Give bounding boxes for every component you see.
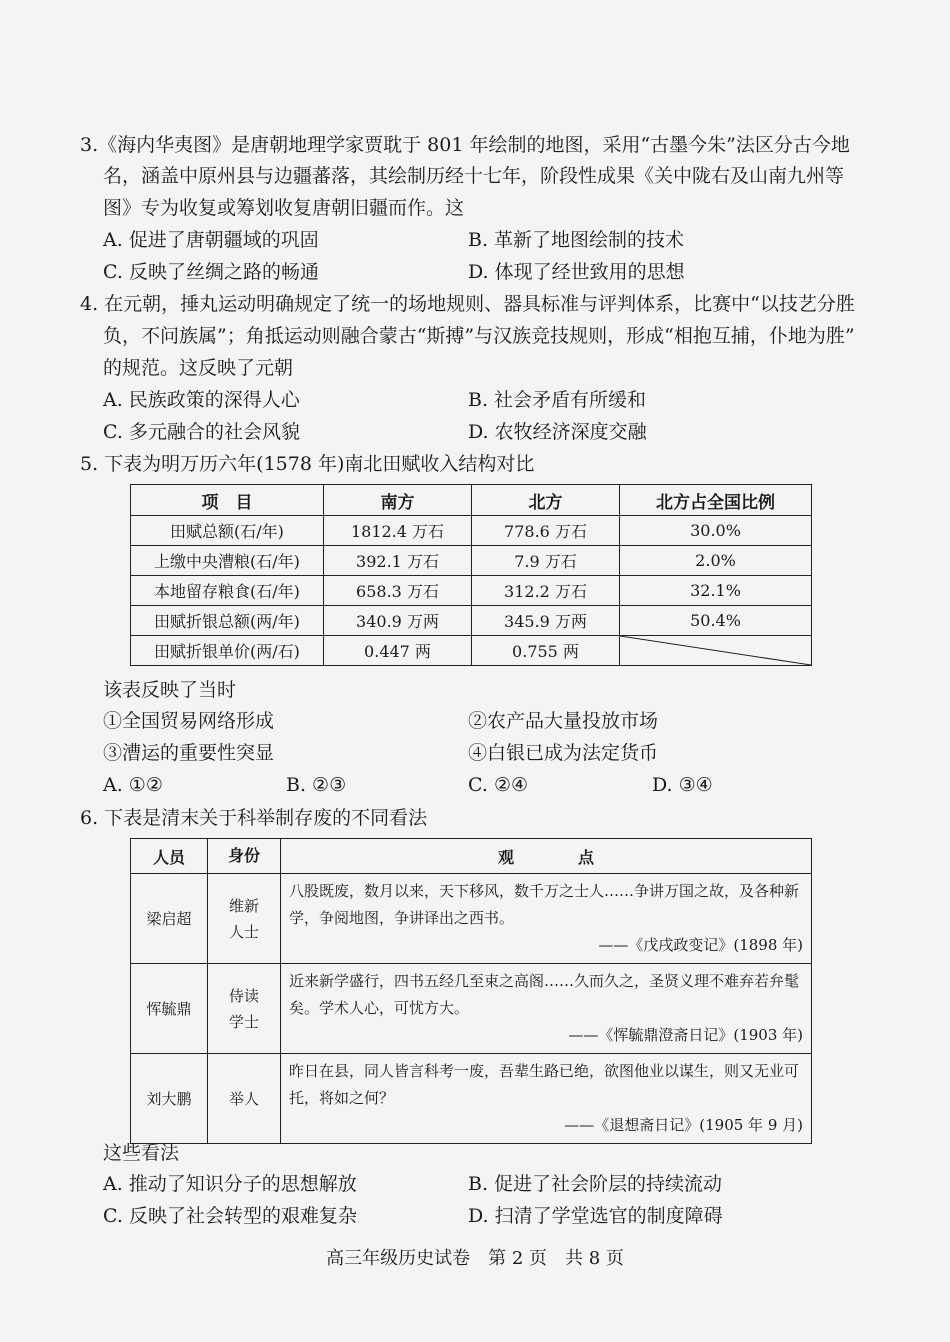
role-line: 侍读 <box>228 986 259 1005</box>
table-row <box>131 546 812 576</box>
table-cell: 50.4% <box>620 606 812 636</box>
table-row <box>131 576 812 606</box>
q3-line1: 3.《海内华夷图》是唐朝地理学家贾耽于 801 年绘制的地图，采用“古墨今朱”法区分古今地 <box>80 134 850 156</box>
diagonal-line <box>620 636 811 665</box>
q5-stem: 5. 下表为明万历六年(1578 年)南北田赋收入结构对比 <box>80 453 535 475</box>
q5-statement-3: ③漕运的重要性突显 <box>103 742 275 764</box>
viewpoint-source: ——《戊戌政变记》(1898 年) <box>598 936 803 954</box>
q4-option-d: D. 农牧经济深度交融 <box>468 421 647 443</box>
table-cell: 本地留存粮食(石/年) <box>131 576 324 606</box>
q5-statement-1: ①全国贸易网络形成 <box>103 710 275 732</box>
table-cell: 778.6 万石 <box>472 516 620 546</box>
q5-option-b: B. ②③ <box>286 774 347 796</box>
q5-statement-2: ②农产品大量投放市场 <box>468 710 659 732</box>
table-cell: 0.447 两 <box>324 636 472 666</box>
q3-line2: 名，涵盖中原州县与边疆蕃落，其绘制历经十七年，阶段性成果《关中陇右及山南九州等 <box>103 165 845 187</box>
table-cell: 30.0% <box>620 516 812 546</box>
q6-option-b: B. 促进了社会阶层的持续流动 <box>468 1173 723 1195</box>
viewpoint-cell <box>281 964 812 1054</box>
q5-after: 该表反映了当时 <box>103 679 237 701</box>
table-header-row <box>131 485 812 516</box>
table-cell: 392.1 万石 <box>324 546 472 576</box>
q5-option-a: A. ①② <box>103 774 163 796</box>
table-row <box>131 606 812 636</box>
q5-option-c: C. ②④ <box>468 774 529 796</box>
table-header: 南方 <box>324 485 472 516</box>
role-cell: 举人 <box>208 1054 281 1144</box>
page-footer: 高三年级历史试卷 第 2 页 共 8 页 <box>326 1248 624 1269</box>
q4-option-a: A. 民族政策的深得人心 <box>103 389 300 411</box>
viewpoint-text: 八股既废，数月以来，天下移风，数千万之士人……争讲万国之故，及各种新学，争阅地图，争讲译出之西书。 <box>289 882 800 927</box>
viewpoint-cell <box>281 874 812 964</box>
table-cell: 32.1% <box>620 576 812 606</box>
table-row <box>131 1054 812 1144</box>
q4-line3: 的规范。这反映了元朝 <box>103 357 294 379</box>
person-cell: 梁启超 <box>131 874 208 964</box>
table-header-row <box>131 839 812 874</box>
q6-stem: 6. 下表是清末关于科举制存废的不同看法 <box>80 807 428 829</box>
table-cell: 312.2 万石 <box>472 576 620 606</box>
person-cell: 刘大鹏 <box>131 1054 208 1144</box>
q6-option-c: C. 反映了社会转型的艰难复杂 <box>103 1205 357 1227</box>
table-cell: 田赋折银单价(两/石) <box>131 636 324 666</box>
q3-option-b: B. 革新了地图绘制的技术 <box>468 229 685 251</box>
table-header: 北方 <box>472 485 620 516</box>
q4-option-b: B. 社会矛盾有所缓和 <box>468 389 647 411</box>
q3-option-c: C. 反映了丝绸之路的畅通 <box>103 261 319 283</box>
table-row <box>131 636 812 666</box>
table-cell: 田赋总额(石/年) <box>131 516 324 546</box>
q5-option-d: D. ③④ <box>652 774 713 796</box>
role-cell <box>208 964 281 1054</box>
q3-option-a: A. 促进了唐朝疆域的巩固 <box>103 229 319 251</box>
role-line: 学士 <box>228 1012 259 1031</box>
q5-table <box>130 484 812 666</box>
viewpoint-cell <box>281 1054 812 1144</box>
table-cell: 2.0% <box>620 546 812 576</box>
q6-after: 这些看法 <box>103 1142 180 1164</box>
table-header: 身份 <box>208 839 281 874</box>
q6-option-a: A. 推动了知识分子的思想解放 <box>103 1173 357 1195</box>
role-cell <box>208 874 281 964</box>
viewpoint-text: 近来新学盛行，四书五经几至束之高阁……久而久之，圣贤义理不难弃若弁髦矣。学术人心，可忧方大。 <box>289 972 800 1017</box>
table-cell: 345.9 万两 <box>472 606 620 636</box>
table-row <box>131 964 812 1054</box>
q3-option-d: D. 体现了经世致用的思想 <box>468 261 685 283</box>
table-header: 项 目 <box>131 485 324 516</box>
table-cell: 1812.4 万石 <box>324 516 472 546</box>
q4-option-c: C. 多元融合的社会风貌 <box>103 421 300 443</box>
table-header: 观 点 <box>281 839 812 874</box>
table-row <box>131 874 812 964</box>
q4-line2: 负，不问族属”；角抵运动则融合蒙古“斯搏”与汉族竞技规则，形成“相抱互捕，仆地为胜” <box>103 325 855 347</box>
table-cell: 田赋折银总额(两/年) <box>131 606 324 636</box>
table-row <box>131 516 812 546</box>
q5-statement-4: ④白银已成为法定货币 <box>468 742 659 764</box>
role-line: 维新 <box>228 896 259 915</box>
viewpoint-text: 昨日在县，同人皆言科考一废，吾辈生路已绝，欲图他业以谋生，则又无业可托，将如之何？ <box>289 1062 800 1107</box>
table-cell: 上缴中央漕粮(石/年) <box>131 546 324 576</box>
q4-line1: 4. 在元朝，捶丸运动明确规定了统一的场地规则、器具标准与评判体系，比赛中“以技艺分胜 <box>80 293 855 315</box>
table-cell: 0.755 两 <box>472 636 620 666</box>
viewpoint-source: ——《退想斋日记》(1905 年 9 月) <box>564 1116 803 1134</box>
table-header: 北方占全国比例 <box>620 485 812 516</box>
table-header: 人员 <box>131 839 208 874</box>
q6-table <box>130 838 812 1144</box>
q3-line3: 图》专为收复或筹划收复唐朝旧疆而作。这 <box>103 197 465 219</box>
diagonal-empty-cell <box>620 636 812 666</box>
table-cell: 658.3 万石 <box>324 576 472 606</box>
viewpoint-source: ——《恽毓鼎澄斋日记》(1903 年) <box>568 1026 803 1044</box>
role-line: 人士 <box>228 922 259 941</box>
table-cell: 7.9 万石 <box>472 546 620 576</box>
person-cell: 恽毓鼎 <box>131 964 208 1054</box>
table-cell: 340.9 万两 <box>324 606 472 636</box>
q6-option-d: D. 扫清了学堂选官的制度障碍 <box>468 1205 723 1227</box>
